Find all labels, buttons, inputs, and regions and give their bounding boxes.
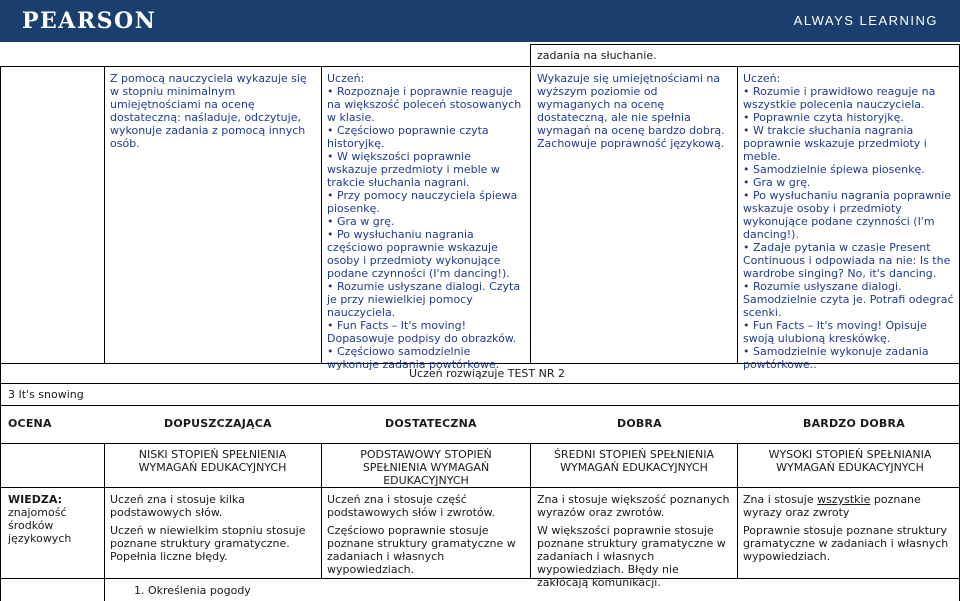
col4-item: • Samodzielnie śpiewa piosenkę. [743,163,955,176]
col4-item: • Po wysłuchaniu nagrania poprawnie wskazuje osoby i przedmioty wykonujące podane czynności (I'm dancing!). [743,189,955,241]
pearson-header [0,0,960,42]
wiedza-c5-p1-b: poznane wyrazy oraz zwroty [743,493,921,519]
col4-item: • Fun Facts – It's moving! Opisuje swoją ulubioną kreskówkę. [743,319,955,345]
req-niski: NISKI STOPIEŃ SPEŁNIENIA WYMAGAŃ EDUKACYJNYCH [138,448,287,474]
col2-item: • Rozumie usłyszane dialogi. Czyta je przy niewielkiej pomocy nauczyciela. [327,280,524,319]
req-sredni: ŚREDNI STOPIEŃ SPEŁNIENIA WYMAGAŃ EDUKACYJNYCH [553,448,715,474]
pearson-logo: PEARSON [22,8,157,34]
wiedza-cell-bardzo-dobra [743,493,955,568]
wiedza-c5-p1-underlined: wszystkie [817,493,871,506]
wiedza-c4-p1: Zna i stosuje większość poznanych wyrazów oraz zwrotów. [537,493,730,519]
wiedza-c5-p1 [743,493,955,519]
wiedza-cell-dostateczna [327,493,524,581]
grade-header-bardzo-dobra: BARDZO DOBRA [803,417,905,430]
col2-list [327,85,524,371]
col2-block [327,72,524,371]
top-right-fragment: zadania na słuchanie. [537,49,657,62]
wiedza-c5-p2: Poprawnie stosuje poznane struktury gramatyczne w zadaniach i własnych wypowiedziach. [743,524,949,563]
col4-list [743,85,955,371]
grade-header-dobra: DOBRA [617,417,662,430]
col2-item: • Częściowo samodzielnie wykonuje zadania powtórkowe. [327,345,524,371]
col2-item: • W większości poprawnie wskazuje przedmioty i meble w trakcie słuchania nagrani. [327,150,524,189]
grade-header-ocena: OCENA [8,417,52,430]
col4-item: • Gra w grę. [743,176,955,189]
test-label: Uczeń rozwiązuje TEST NR 2 [409,367,565,380]
col4-item: • Rozumie i prawidłowo reaguje na wszystkie polecenia nauczyciela. [743,85,955,111]
col1-text: Z pomocą nauczyciela wykazuje się w stopniu minimalnym umiejętnościami na ocenę dostateczną: naśladuje, odczytuje, wykonuje zadania z pomocą innych osób. [110,72,307,150]
grade-header-dopuszczajaca: DOPUSZCZAJĄCA [164,417,272,430]
wiedza-c3-p2: Częściowo poprawnie stosuje poznane struktury gramatyczne w zadaniach i własnych wypowiedziach. [327,524,516,576]
wiedza-label-bold: WIEDZA: [8,493,62,506]
col4-item: • Samodzielnie wykonuje zadania powtórkowe.. [743,345,955,371]
wiedza-c5-p1-a: Zna i stosuje [743,493,818,506]
col3-text: Wykazuje się umiejętnościami na wyższym poziomie od wymaganych na ocenę dostateczną, ale nie spełnia wymagań na ocenę bardzo dobrą. Zachowuje poprawność językową. [537,72,725,150]
header-tagline: ALWAYS LEARNING [793,13,938,28]
col2-item: • Częściowo poprawnie czyta historyjkę. [327,124,524,150]
wiedza-c2-p1: Uczeń zna i stosuje kilka podstawowych słów. [110,493,245,519]
req-podstawowy: PODSTAWOWY STOPIEŃ SPEŁNIENIA WYMAGAŃ EDUKACYJNYCH [360,448,492,487]
wiedza-c2-p2: Uczeń w niewielkim stopniu stosuje poznane struktury gramatyczne. Popełnia liczne błędy. [110,524,306,563]
col2-item: • Rozpoznaje i poprawnie reaguje na większość poleceń stosowanych w klasie. [327,85,524,124]
wiedza-cell-dobra [537,493,732,594]
col4-title: Uczeń: [743,72,781,85]
col4-item: • Rozumie usłyszane dialogi. Samodzielnie czyta je. Potrafi odegrać scenki. [743,280,955,319]
col2-item: • Przy pomocy nauczyciela śpiewa piosenkę. [327,189,524,215]
col2-title: Uczeń: [327,72,365,85]
col4-block [743,72,955,371]
footer-list-item: 1. Określenia pogody [134,584,251,597]
col2-item: • Gra w grę. [327,215,524,228]
col4-item: • Poprawnie czyta historyjkę. [743,111,955,124]
col2-item: • Po wysłuchaniu nagrania częściowo poprawnie wskazuje osoby i przedmioty wykonujące podane czynności (I'm dancing!). [327,228,524,280]
wiedza-cell-dopuszczajaca [110,493,315,568]
unit-label: 3 It's snowing [8,388,84,401]
req-wysoki: WYSOKI STOPIEŃ SPEŁNIANIA WYMAGAŃ EDUKACYJNYCH [768,448,932,474]
wiedza-c3-p1: Uczeń zna i stosuje część podstawowych słów i zwrotów. [327,493,496,519]
col4-item: • W trakcie słuchania nagrania poprawnie wskazuje przedmioty i meble. [743,124,955,163]
grade-header-dostateczna: DOSTATECZNA [385,417,477,430]
wiedza-label-rest: znajomość środków językowych [8,506,72,545]
col4-item: • Zadaje pytania w czasie Present Continuous i odpowiada na nie: Is the wardrobe singing? No, it's dancing. [743,241,955,280]
wiedza-c4-p2: W większości poprawnie stosuje poznane struktury gramatyczne w zadaniach i własnych wypowiedziach. Błędy nie zakłócają komunikacji. [537,524,726,589]
wiedza-label [8,493,100,545]
col2-item: • Fun Facts – It's moving! Dopasowuje podpisy do obrazków. [327,319,524,345]
